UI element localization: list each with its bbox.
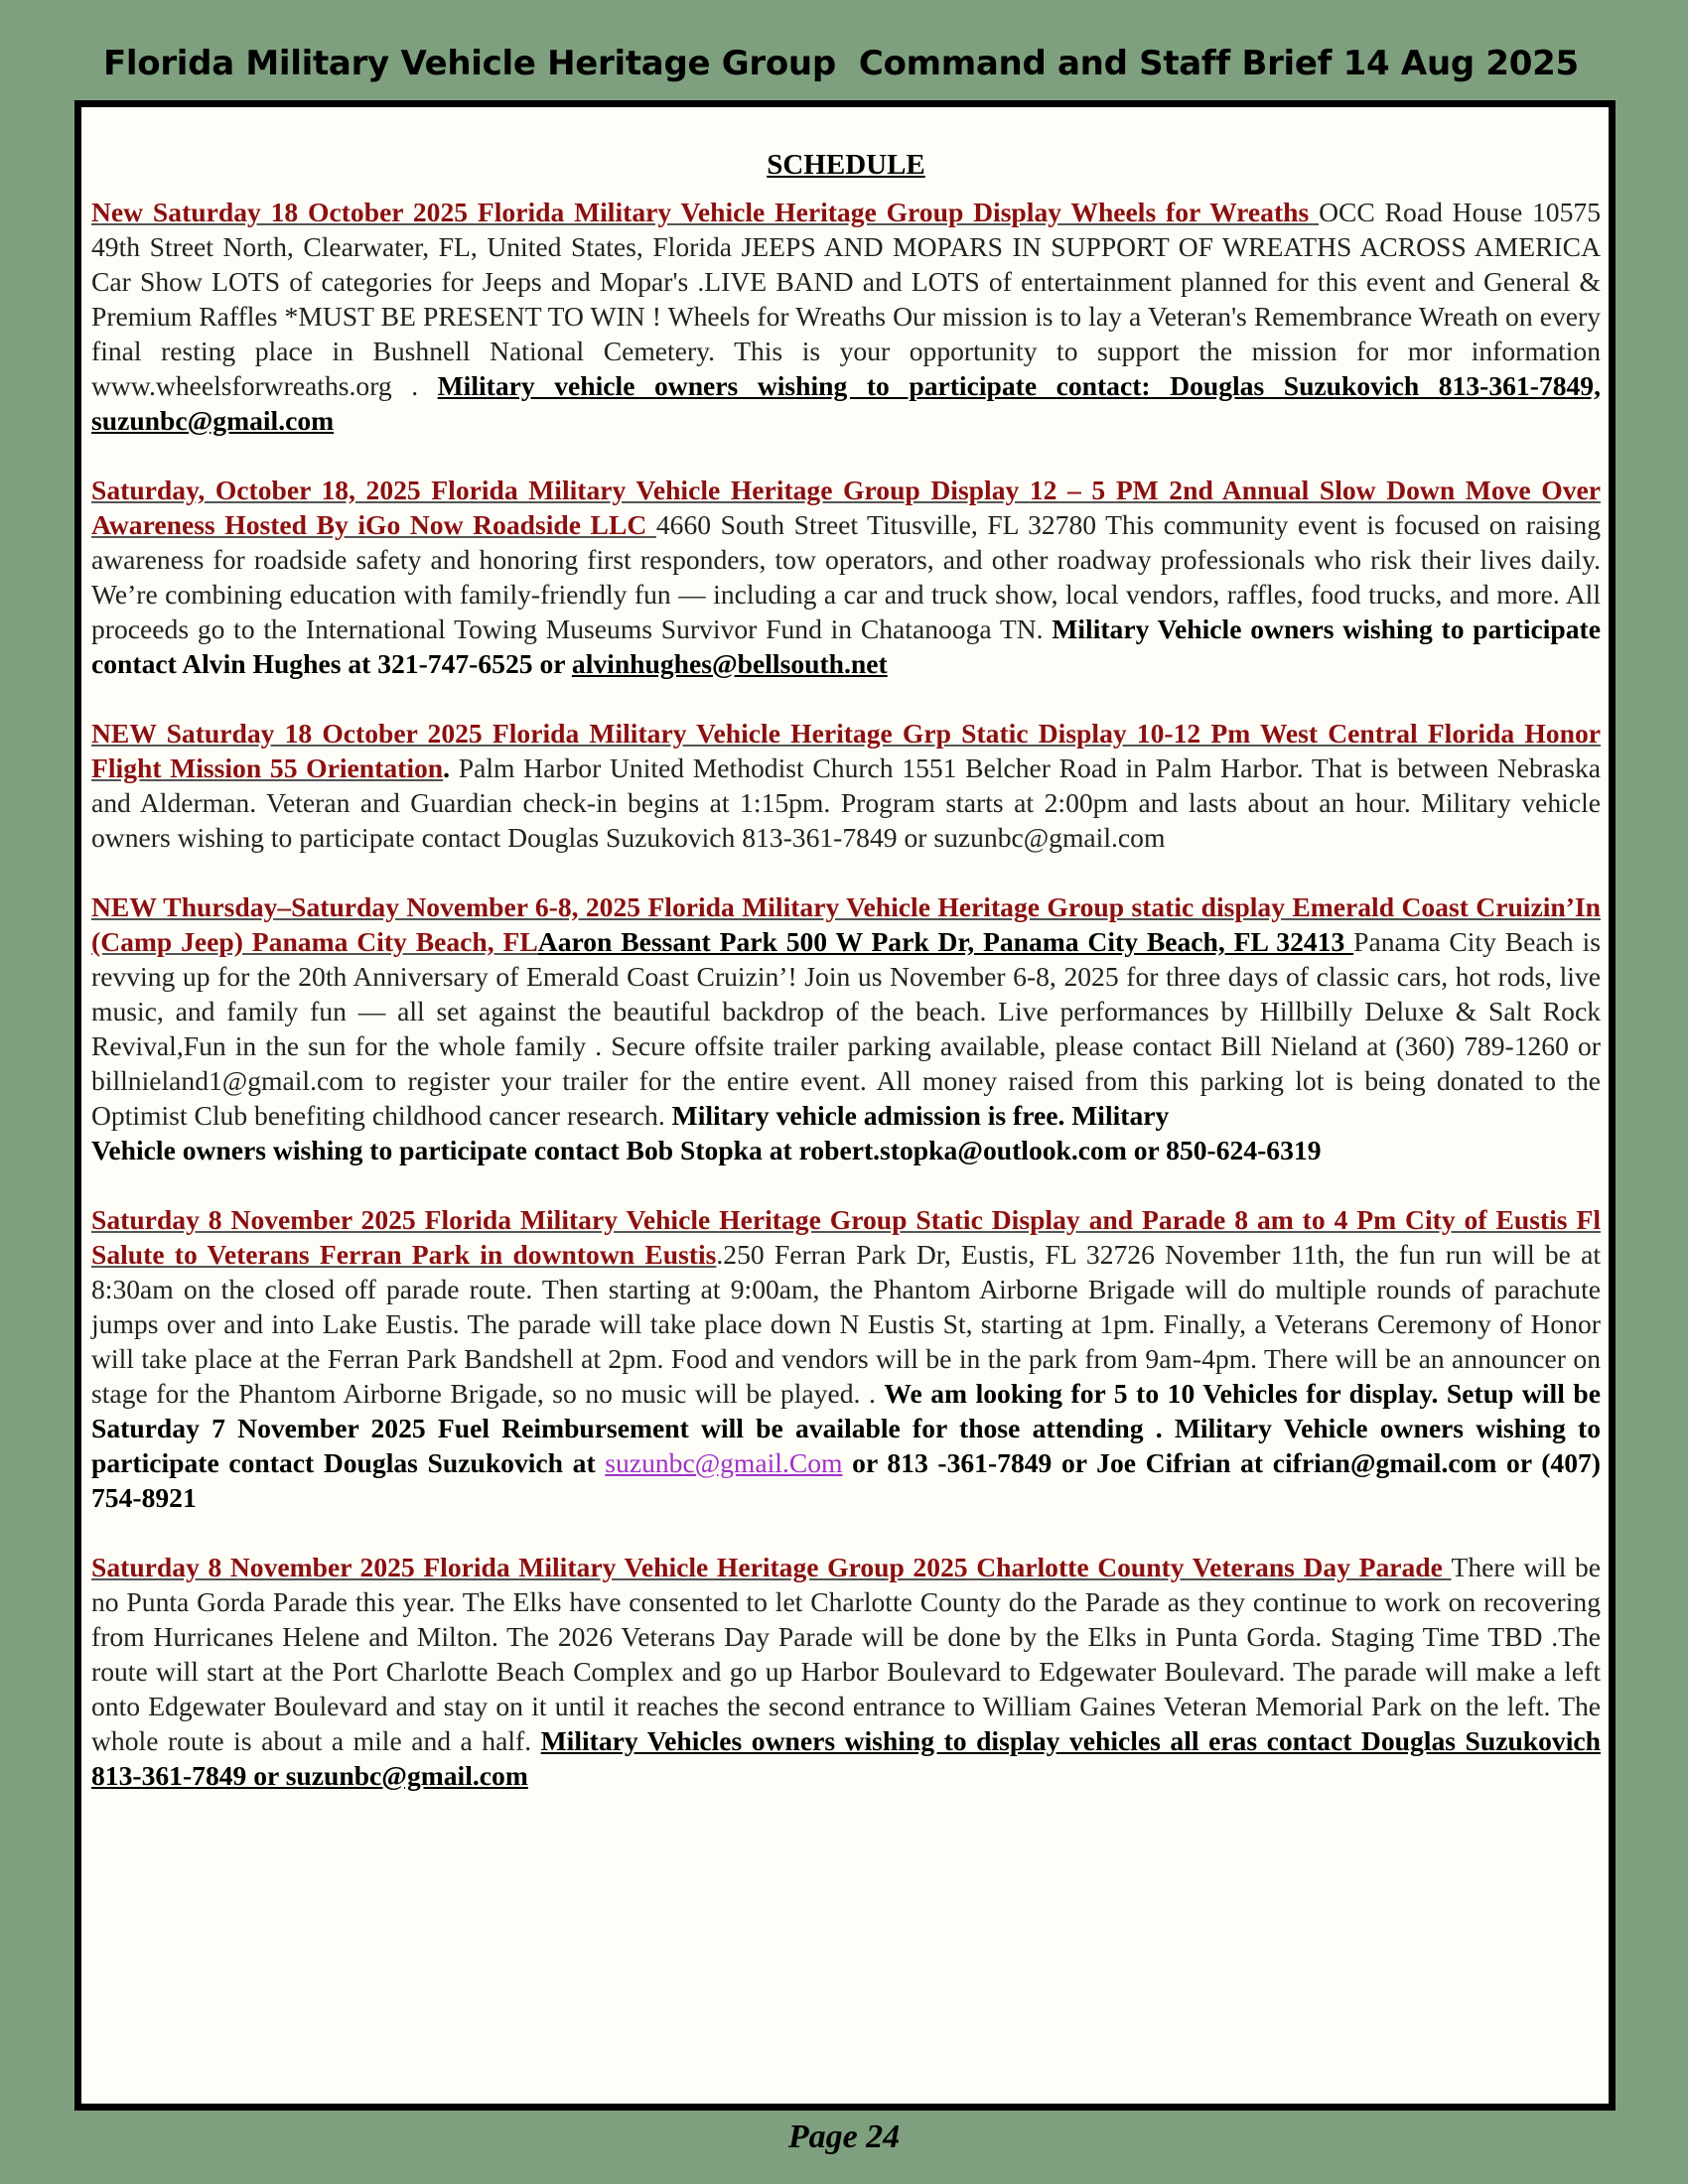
event-contact: Military Vehicle owners wishing to participate contact Alvin Hughes at 321-747-6525 or — [91, 614, 1601, 679]
event-contact: Military Vehicles owners wishing to display vehicles all eras contact Douglas Suzukovich 813-361-7849 or suzunbc@gmail.com — [91, 1725, 1601, 1791]
event-wheels-for-wreaths — [91, 195, 1601, 438]
event-body: OCC Road House 10575 49th Street North, Clearwater, FL, United States, Florida JEEPS AND MOPARS IN SUPPORT OF WREATHS ACROSS AMERICA Car Show LOTS of categories for Jeeps and Mopar's .LIVE BAND and LOTS of entertainment planned for this event and General & Premium Raffles *MUST BE PRESENT TO WIN ! Wheels for Wreaths Our mission is to lay a Veteran's Remembrance Wreath on every final resting place in Bushnell National Cemetery. This is your opportunity to support the mission for mor information www.wheelsforwreaths.org . — [91, 197, 1601, 401]
page-number: Page 24 — [787, 2118, 901, 2155]
event-body: 4660 South Street Titusville, FL 32780 This community event is focused on raising awareness for roadside safety and honoring first responders, tow operators, and other roadway professionals who risk their lives daily. We’re combining education with family-friendly fun — including a car and truck show, local vendors, raffles, food trucks, and more. All proceeds go to the International Towing Museums Survivor Fund in Chatanooga TN. — [91, 509, 1602, 644]
event-contact-end: or 813 -361-7849 or Joe Cifrian at cifrian@gmail.com or (407) 754-8921 — [91, 1447, 1601, 1513]
event-heading-end: . — [443, 752, 459, 783]
event-emerald-coast-cruizin — [91, 889, 1601, 1167]
event-body: There will be no Punta Gorda Parade this year. The Elks have consented to let Charlotte County do the Parade as they continue to work on recovering from Hurricanes Helene and Milton. The 2026 Veterans Day Parade will be done by the Elks in Punta Gorda. Staging Time TBD .The route will start at the Port Charlotte Beach Complex and go up Harbor Boulevard to Edgewater Boulevard. The parade will make a left onto Edgewater Boulevard and stay on it until it reaches the second entrance to William Gaines Veteran Memorial Park on the left. The whole route is about a mile and a half. — [91, 1552, 1601, 1756]
event-contact-line: Vehicle owners wishing to participate contact Bob Stopka at robert.stopka@outlook.com or 850-624-6319 — [91, 1135, 1322, 1165]
contact-email-link[interactable]: suzunbc@gmail.Com — [605, 1447, 843, 1478]
event-location: Aaron Bessant Park 500 W Park Dr, Panama City Beach, FL 32413 — [537, 926, 1354, 957]
schedule-title: SCHEDULE — [767, 149, 925, 181]
event-heading: New Saturday 18 October 2025 Florida Military Vehicle Heritage Group Display Wheels for Wreaths — [91, 197, 1320, 227]
event-heading: Saturday 8 November 2025 Florida Military Vehicle Heritage Group Static Display and Parade 8 am to 4 Pm City of Eustis Fl Salute to Veterans Ferran Park in downtown Eustis — [91, 1204, 1601, 1270]
event-contact: Military vehicle admission is free. Military — [671, 1100, 1170, 1131]
event-heading: Saturday 8 November 2025 Florida Military Vehicle Heritage Group 2025 Charlotte County Veterans Day Parade — [91, 1552, 1452, 1582]
event-eustis-salute — [91, 1202, 1601, 1515]
event-heading: NEW Thursday–Saturday November 6-8, 2025 Florida Military Vehicle Heritage Group static display Emerald Coast Cruizin’In (Camp Jeep) Panama City Beach, FL — [91, 891, 1601, 957]
event-body: .250 Ferran Park Dr, Eustis, FL 32726 November 11th, the fun run will be at 8:30am on the closed off parade route. Then starting at 9:00am, the Phantom Airborne Brigade will do multiple rounds of parachute jumps over and into Lake Eustis. The parade will take place down N Eustis St, starting at 1pm. Finally, a Veterans Ceremony of Honor will take place at the Ferran Park Bandshell at 2pm. Food and vendors will be in the park from 9am-4pm. There will be an announcer on stage for the Phantom Airborne Brigade, so no music will be played. . — [91, 1239, 1601, 1409]
event-honor-flight — [91, 716, 1601, 855]
event-slow-down-move-over — [91, 473, 1601, 681]
event-contact: We am looking for 5 to 10 Vehicles for display. Setup will be Saturday 7 November 2025 Fuel Reimbursement will be available for those attending . Military Vehicle owners wishing to participate contact Douglas Suzukovich at — [91, 1378, 1601, 1478]
event-charlotte-county-parade — [91, 1550, 1601, 1793]
event-body: Panama City Beach is revving up for the 20th Anniversary of Emerald Coast Cruizin’! Join us November 6-8, 2025 for three days of classic cars, hot rods, live music, and family fun — all set against the beautiful backdrop of the beach. Live performances by Hillbilly Deluxe & Salt Rock Revival,Fun in the sun for the whole family . Secure offsite trailer parking available, please contact Bill Nieland at (360) 789-1260 or billnieland1@gmail.com to register your trailer for the entire event. All money raised from this parking lot is being donated to the Optimist Club benefiting childhood cancer research. — [91, 926, 1601, 1131]
event-contact: Military vehicle owners wishing to participate contact: Douglas Suzukovich 813-361-7849, suzunbc@gmail.com — [91, 370, 1601, 436]
event-heading: NEW Saturday 18 October 2025 Florida Military Vehicle Heritage Grp Static Display 10-12 Pm West Central Florida Honor Flight Mission 55 Orientation — [91, 718, 1601, 783]
contact-email-link[interactable]: alvinhughes@bellsouth.net — [571, 648, 888, 679]
page-header: Florida Military Vehicle Heritage Group Command and Staff Brief 14 Aug 2025 — [103, 44, 1579, 83]
event-body: Palm Harbor United Methodist Church 1551 Belcher Road in Palm Harbor. That is between Nebraska and Alderman. Veteran and Guardian check-in begins at 1:15pm. Program starts at 2:00pm and lasts about an hour. Military vehicle owners wishing to participate contact Douglas Suzukovich 813-361-7849 or suzunbc@gmail.com — [91, 752, 1602, 853]
event-heading: Saturday, October 18, 2025 Florida Military Vehicle Heritage Group Display 12 – 5 PM 2nd Annual Slow Down Move Over Awareness Hosted By iGo Now Roadside LLC — [91, 475, 1601, 540]
schedule-content — [91, 147, 1601, 1828]
